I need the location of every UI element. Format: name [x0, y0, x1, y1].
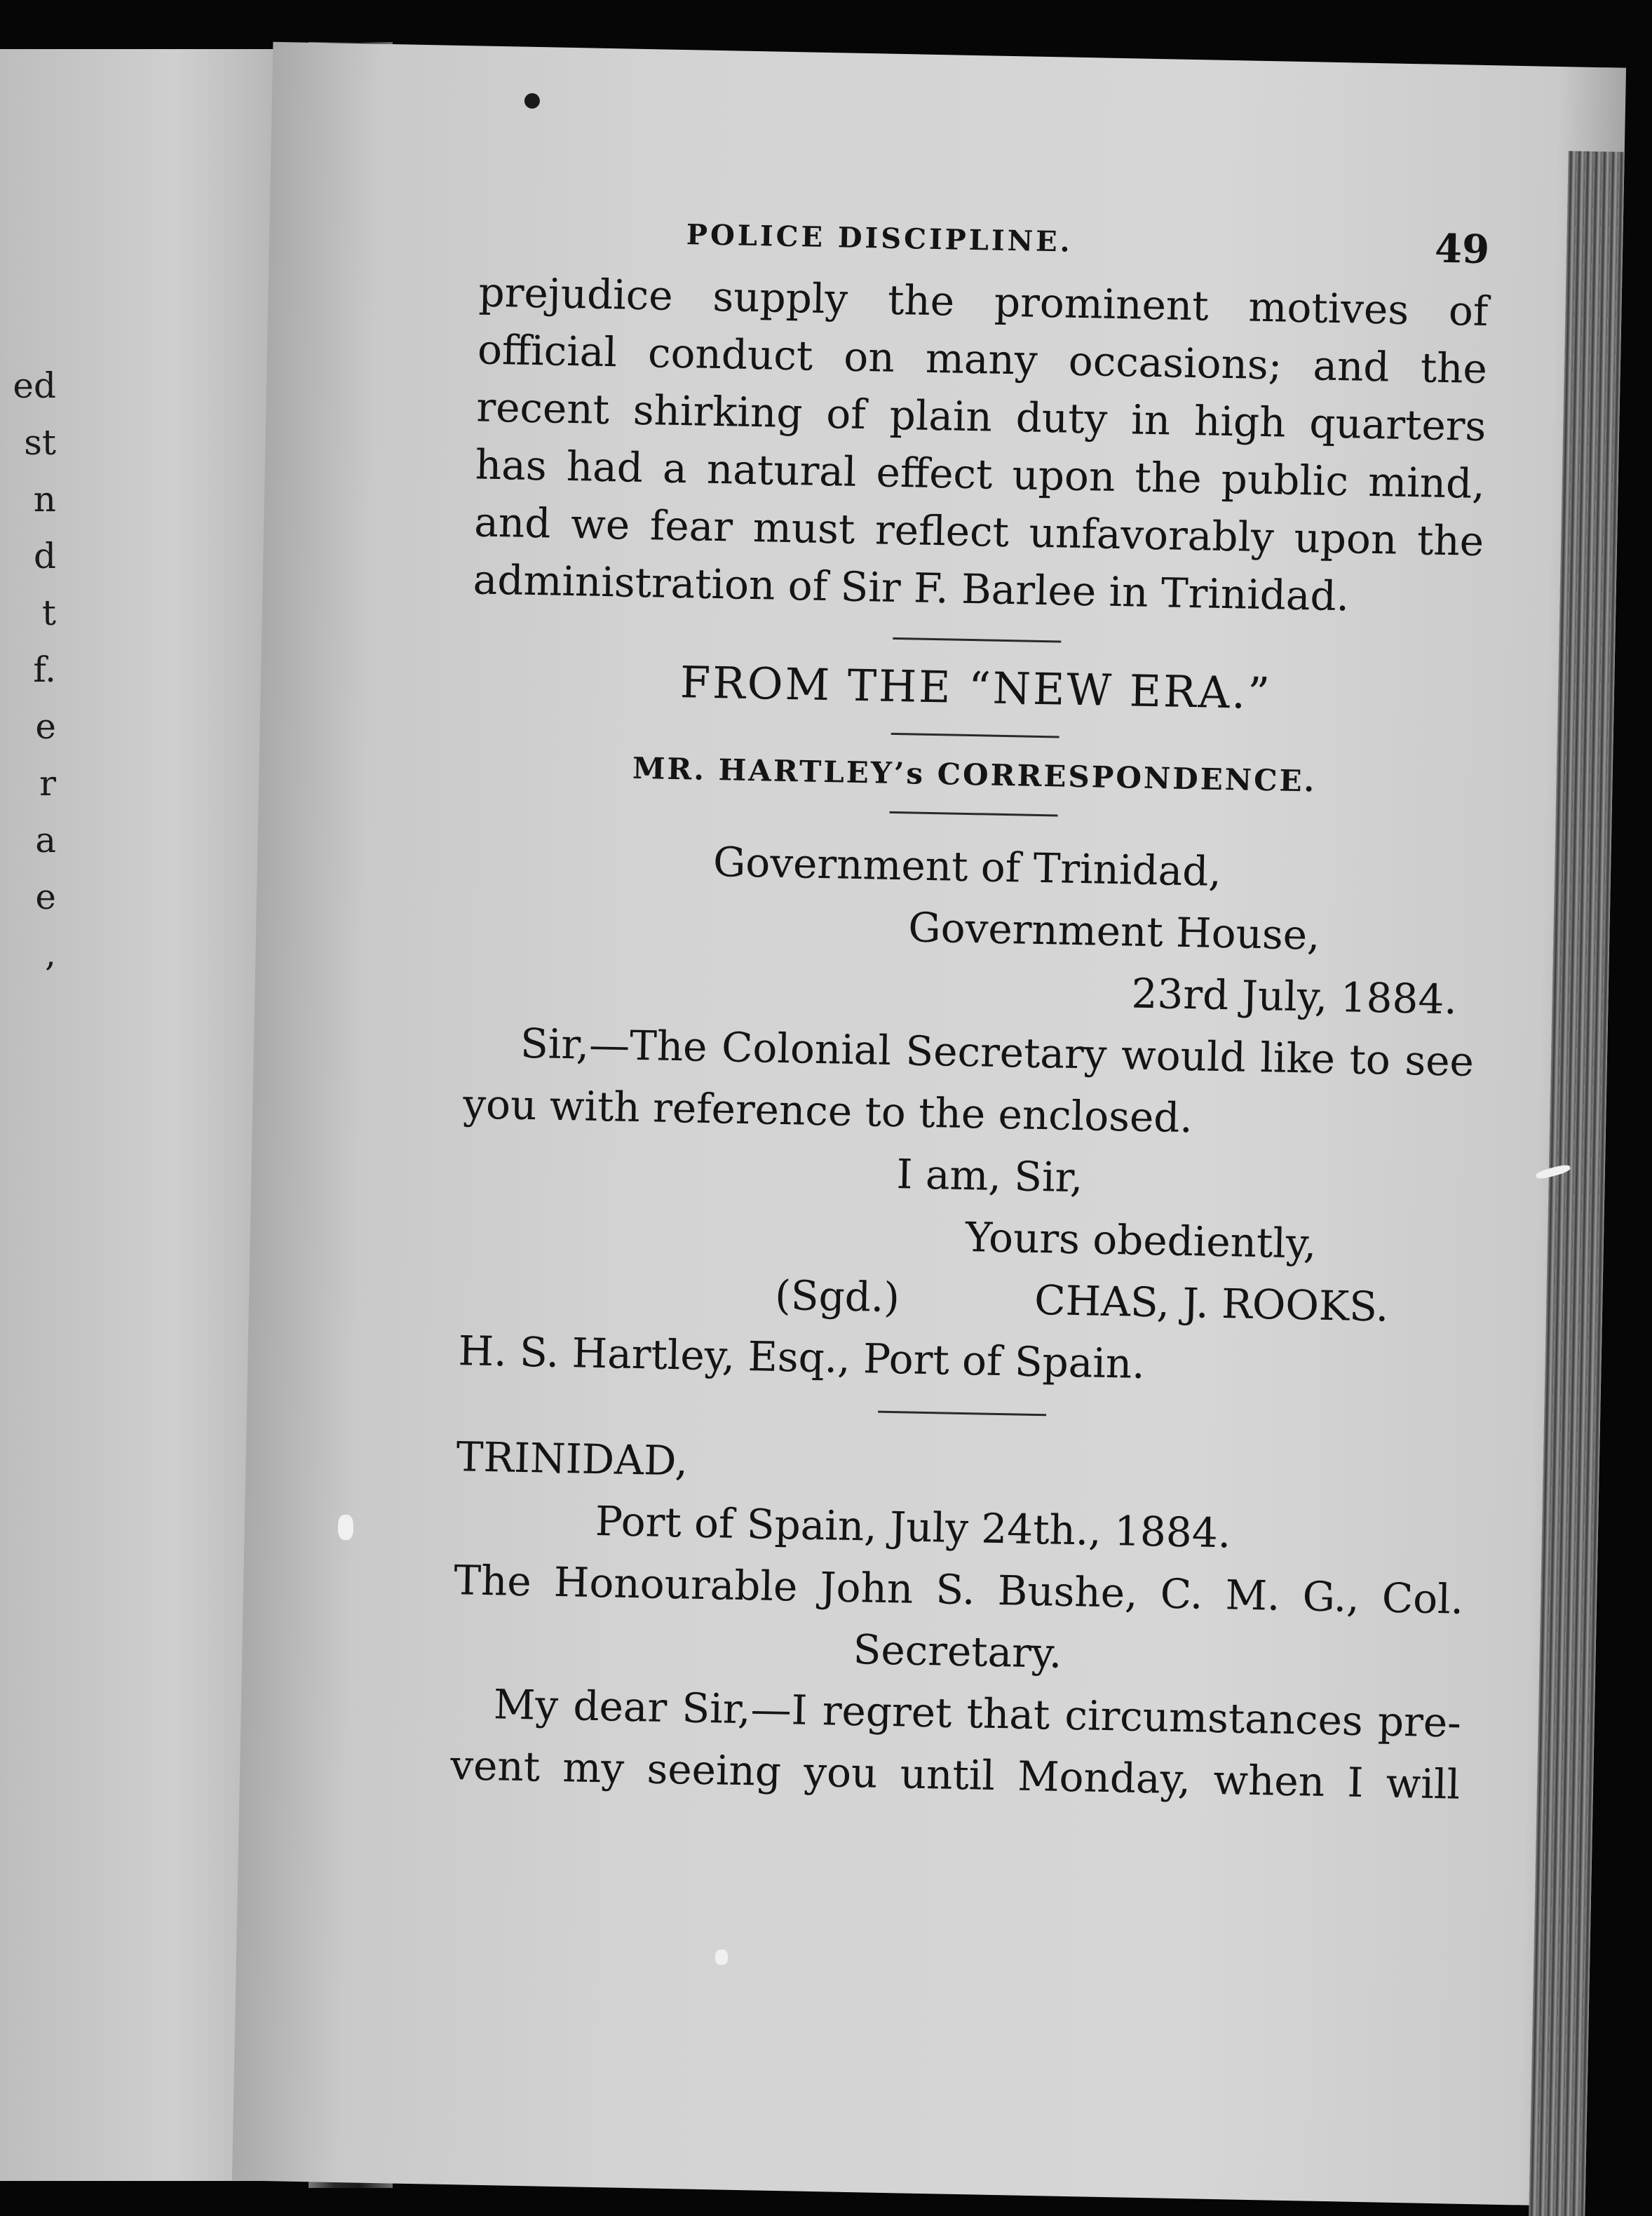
scan-speck: [715, 1950, 728, 1965]
left-fragment: d: [33, 536, 56, 576]
signature-name: CHAS, J. ROOKS.: [1034, 1276, 1389, 1331]
scan-speck: [338, 1515, 353, 1540]
letter-addressee: Secretary.: [853, 1626, 1063, 1677]
text-line: administration of Sir F. Barlee in Trinidad.: [473, 555, 1350, 621]
left-fragment: e: [35, 877, 56, 917]
text-line: recent shirking of plain duty in high quarters: [475, 383, 1487, 451]
letter-address-line: Government of Trinidad,: [712, 838, 1222, 896]
letter-body-line: vent my seeing you until Monday, when I will: [449, 1741, 1461, 1809]
text-line: and we fear must reflect unfavorably upon the: [473, 498, 1484, 566]
left-fragment: r: [39, 763, 56, 804]
section-heading: FROM THE “NEW ERA.”: [679, 656, 1273, 719]
opening-paragraph: [473, 263, 1489, 628]
letter-address-line: Government House,: [907, 903, 1321, 959]
letter-closing: I am, Sir,: [895, 1150, 1084, 1202]
divider-rule: [891, 733, 1059, 738]
page-number: 49: [1434, 225, 1490, 273]
letter-body-line: Sir,—The Colonial Secretary would like to see: [520, 1019, 1475, 1086]
left-fragment: ,: [45, 933, 56, 974]
text-line: prejudice supply the prominent motives of: [478, 268, 1489, 336]
letter-body-line: you with reference to the enclosed.: [462, 1080, 1193, 1142]
letter-recipient: H. S. Hartley, Esq., Port of Spain.: [458, 1327, 1146, 1388]
letter-body-line: My dear Sir,—I regret that circumstances pre-: [493, 1680, 1462, 1747]
page-edges: [1528, 151, 1625, 2216]
letter-date: Port of Spain, July 24th., 1884.: [595, 1497, 1231, 1558]
letter-closing: Yours obediently,: [965, 1213, 1318, 1268]
text-line: official conduct on many occasions; and the: [477, 325, 1488, 393]
divider-rule: [878, 1411, 1046, 1417]
signed-mark: (Sgd.): [774, 1271, 900, 1322]
section-subheading: MR. HARTLEY’s CORRESPONDENCE.: [632, 750, 1317, 799]
left-page-text-fragments: [0, 358, 56, 982]
left-fragment: t: [41, 593, 56, 633]
left-fragment: e: [35, 706, 56, 747]
left-fragment: n: [33, 479, 56, 520]
letter-date: 23rd July, 1884.: [1130, 969, 1458, 1024]
left-fragment: ed: [13, 365, 56, 406]
letter-two: [449, 1426, 1466, 1816]
letter-one: [458, 826, 1478, 1400]
left-fragment: st: [24, 422, 56, 463]
running-head-title: POLICE DISCIPLINE.: [686, 218, 1073, 259]
binding-hole: [524, 93, 540, 109]
divider-rule: [893, 637, 1061, 643]
page-content: [449, 207, 1489, 1815]
letter-place: TRINIDAD,: [456, 1433, 689, 1485]
letter-addressee: The Honourable John S. Bushe, C. M. G., Col.: [453, 1556, 1464, 1623]
right-page: [232, 42, 1626, 2206]
text-line: has had a natural effect upon the public mind,: [475, 440, 1486, 508]
left-fragment: a: [35, 820, 56, 860]
left-fragment: f.: [33, 649, 56, 690]
divider-rule: [889, 811, 1057, 817]
